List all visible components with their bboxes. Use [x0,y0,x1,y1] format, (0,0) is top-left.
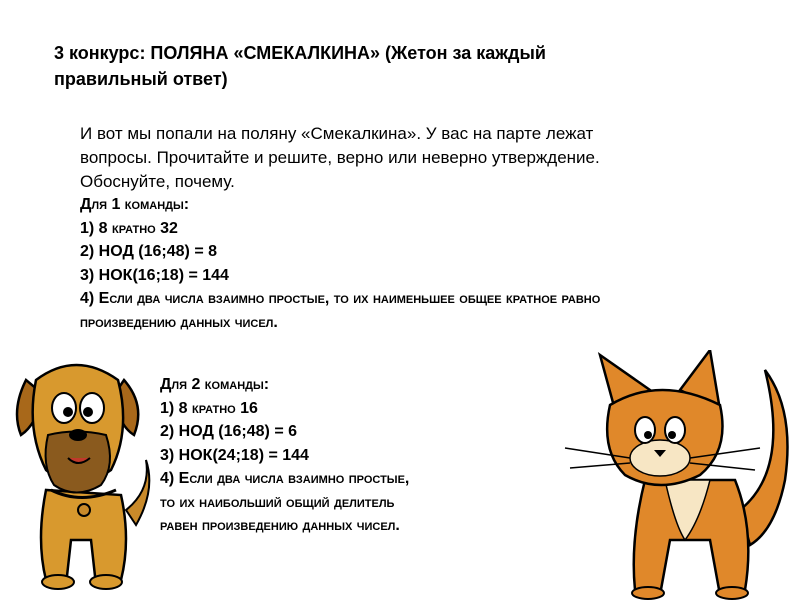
slide-title: 3 конкурс: ПОЛЯНА «СМЕКАЛКИНА» (Жетон за каждый правильный ответ) [54,43,546,89]
team2-question-4-line-3: равен произведению данных чисел. [160,517,400,534]
intro-text: И вот мы попали на поляну «Смекалкина». У вас на парте лежат вопросы. Прочитайте и решите, верно или неверно утверждение. Обоснуйте, почему. [80,124,600,191]
cat-cartoon-icon [560,350,800,600]
team2-heading: Для 2 команды: [160,376,270,393]
team2-question-4-line-1: 4) Если два числа взаимно простые, [160,470,410,487]
team1-questions [80,193,680,334]
team1-question-1: 1) 8 кратно 32 [80,219,178,237]
team2-question-2: 2) НОД (16;48) = 6 [160,423,298,440]
team1-question-2: 2) НОД (16;48) = 8 [80,243,218,260]
team2-question-4-line-2: то их наибольший общий делитель [160,493,395,511]
team2-question-3: 3) НОК(24;18) = 144 [160,446,309,464]
team1-heading: Для 1 команды: [80,196,190,213]
team1-question-4: 4) Если два числа взаимно простые, то их наименьшее общее кратное равно произведению данных чисел. [80,290,601,331]
team1-question-3: 3) НОК(16;18) = 144 [80,266,229,284]
team2-question-1: 1) 8 кратно 16 [160,399,258,417]
dog-cartoon-icon [6,340,156,590]
